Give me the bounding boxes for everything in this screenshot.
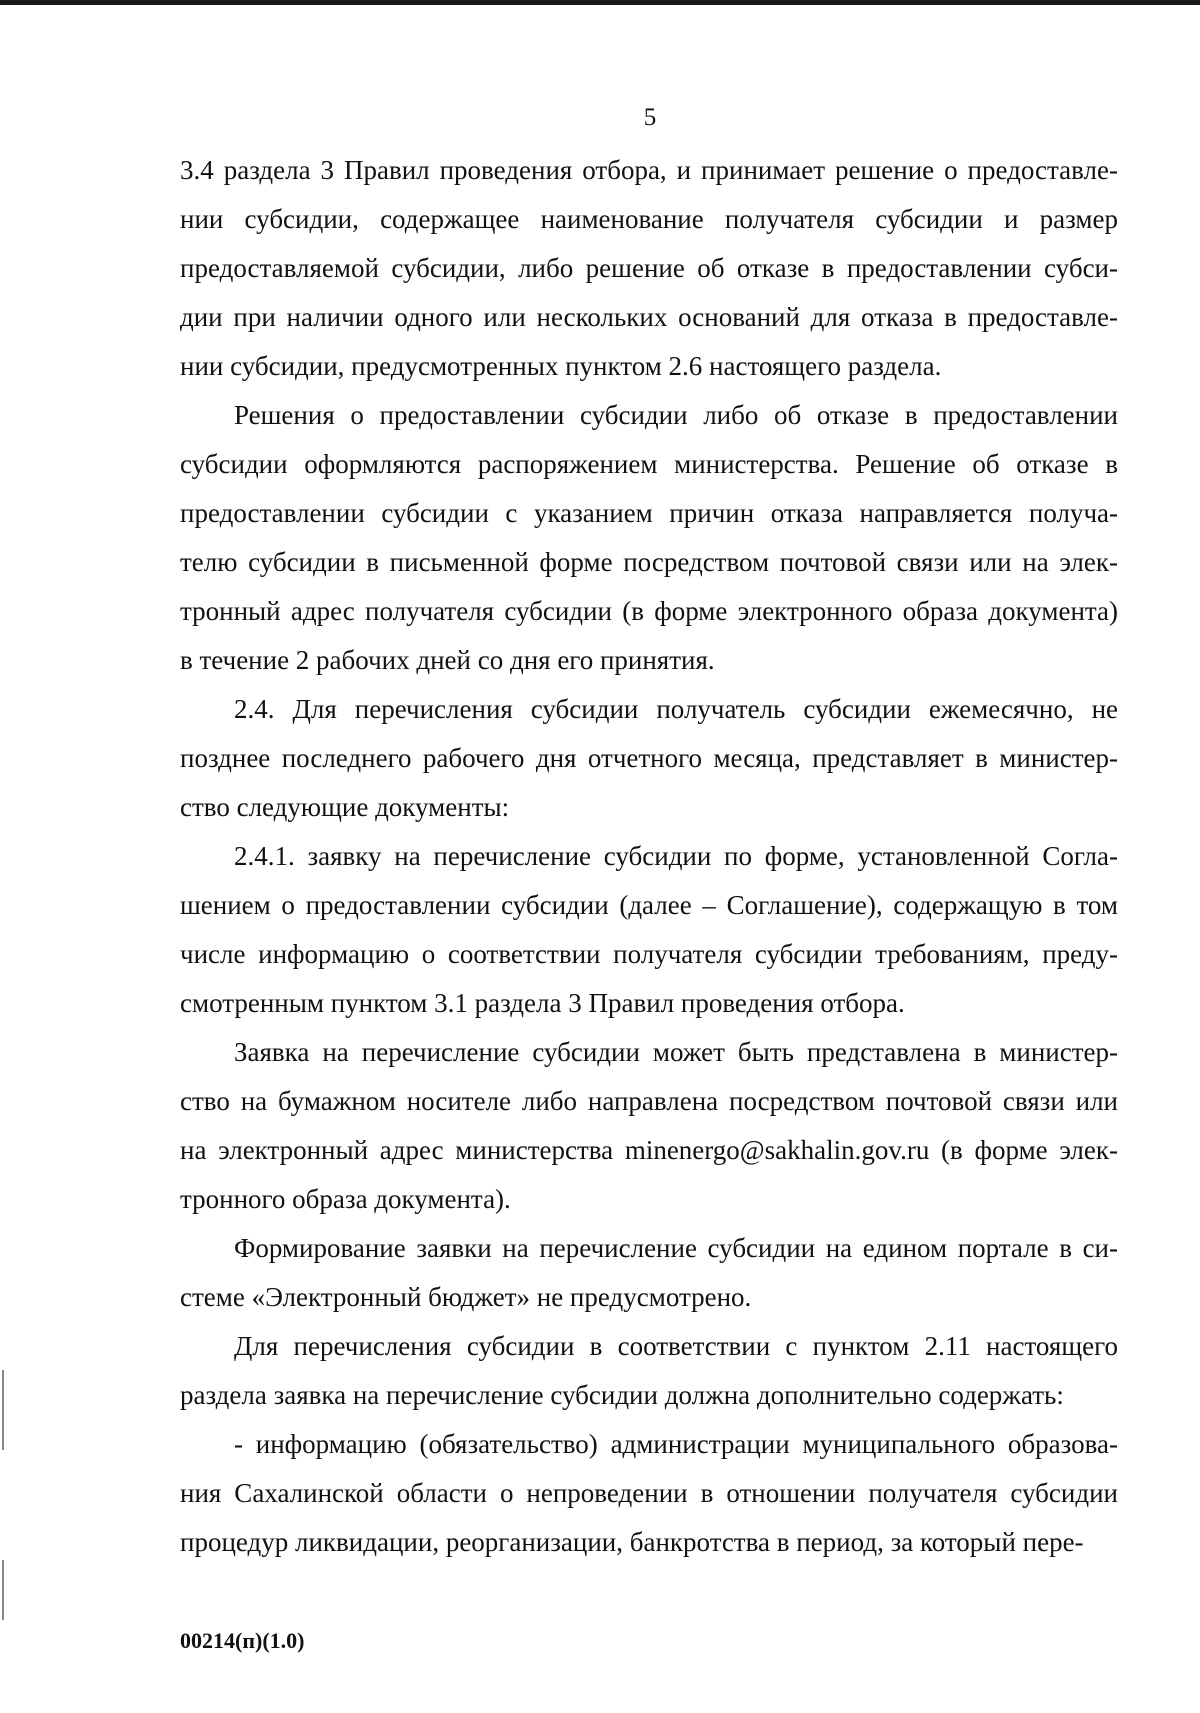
text-line: ство на бумажном носителе либо направлена посредством почтовой связи или: [180, 1086, 1118, 1116]
text-line: ния Сахалинской области о непроведении в отношении получателя субсидии: [180, 1478, 1118, 1508]
paragraph: [180, 146, 1118, 391]
text-line: ство следующие документы:: [180, 792, 510, 822]
text-line: тронный адрес получателя субсидии (в форме электронного образа документа): [180, 596, 1118, 626]
text-line: предоставлении субсидии с указанием причин отказа направляется получа-: [180, 498, 1118, 528]
paragraph: [180, 685, 1118, 832]
text-line: числе информацию о соответствии получателя субсидии требованиям, преду-: [180, 939, 1118, 969]
text-line: телю субсидии в письменной форме посредством почтовой связи или на элек-: [180, 547, 1118, 577]
text-line: тронного образа документа).: [180, 1184, 511, 1214]
text-line: смотренным пунктом 3.1 раздела 3 Правил проведения отбора.: [180, 988, 905, 1018]
paragraph: [180, 391, 1118, 685]
paragraph: [180, 1224, 1118, 1322]
text-line: Решения о предоставлении субсидии либо об отказе в предоставлении: [234, 400, 1118, 430]
text-line: на электронный адрес министерства minenergo@sakhalin.gov.ru (в форме элек-: [180, 1135, 1118, 1165]
scan-artifact: [2, 1370, 4, 1450]
document-footer-code: 00214(п)(1.0): [180, 1628, 305, 1653]
text-line: в течение 2 рабочих дней со дня его принятия.: [180, 645, 715, 675]
text-line: предоставляемой субсидии, либо решение об отказе в предоставлении субси-: [180, 253, 1118, 283]
text-line: шением о предоставлении субсидии (далее – Соглашение), содержащую в том: [180, 890, 1118, 920]
text-line: Для перечисления субсидии в соответствии с пунктом 2.11 настоящего: [234, 1331, 1118, 1361]
text-line: раздела заявка на перечисление субсидии должна дополнительно содержать:: [180, 1380, 1064, 1410]
text-line: - информацию (обязательство) администрации муниципального образова-: [234, 1429, 1118, 1459]
text-line: 2.4. Для перечисления субсидии получатель субсидии ежемесячно, не: [234, 694, 1118, 724]
scan-top-edge: [0, 0, 1200, 5]
scan-artifact: [2, 1560, 4, 1620]
text-line: нии субсидии, содержащее наименование получателя субсидии и размер: [180, 204, 1118, 234]
text-line: Формирование заявки на перечисление субсидии на едином портале в си-: [234, 1233, 1118, 1263]
text-line: нии субсидии, предусмотренных пунктом 2.6 настоящего раздела.: [180, 351, 942, 381]
text-line: 3.4 раздела 3 Правил проведения отбора, и принимает решение о предоставле-: [180, 155, 1118, 185]
paragraph: [180, 1420, 1118, 1567]
text-line: 2.4.1. заявку на перечисление субсидии по форме, установленной Согла-: [234, 841, 1118, 871]
text-line: процедур ликвидации, реорганизации, банкротства в период, за который пере-: [180, 1527, 1084, 1557]
paragraph: [180, 832, 1118, 1028]
document-body: [180, 146, 1118, 1567]
text-line: стеме «Электронный бюджет» не предусмотрено.: [180, 1282, 752, 1312]
paragraph: [180, 1322, 1118, 1420]
page-number: 5: [643, 104, 657, 131]
paragraph: [180, 1028, 1118, 1224]
text-line: дии при наличии одного или нескольких оснований для отказа в предоставле-: [180, 302, 1118, 332]
text-line: субсидии оформляются распоряжением министерства. Решение об отказе в: [180, 449, 1118, 479]
text-line: Заявка на перечисление субсидии может быть представлена в министер-: [234, 1037, 1118, 1067]
text-line: позднее последнего рабочего дня отчетного месяца, представляет в министер-: [180, 743, 1118, 773]
